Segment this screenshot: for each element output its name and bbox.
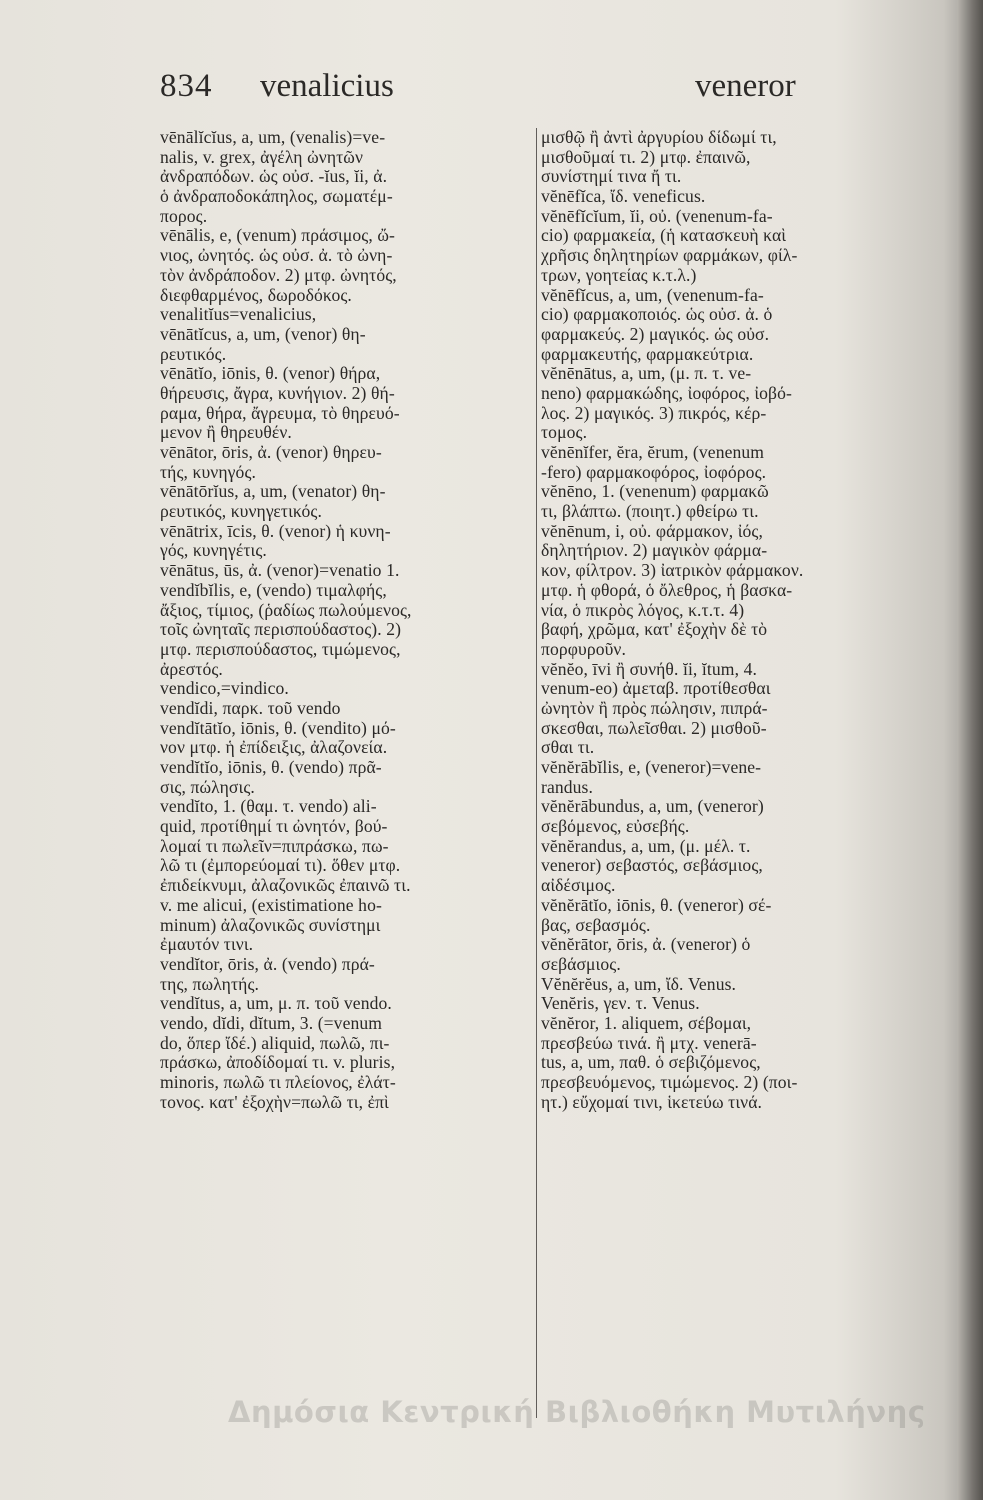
right-column [541, 128, 933, 1112]
text-line: vēnātrix, īcis, θ. (venor) ἡ κυνη- [160, 521, 391, 541]
text-line: νιος, ὠνητός. ὡς οὐσ. ἀ. τὸ ὠνη- [160, 246, 393, 266]
text-line: vendĭtĭo, iōnis, θ. (vendo) πρᾶ- [160, 758, 382, 777]
text-line: φαρμακεύς. 2) μαγικός. ὡς οὐσ. [541, 324, 770, 344]
text-line: vendĭto, 1. (θαμ. τ. vendo) ali- [160, 797, 377, 817]
text-line: ἀνδραπόδων. ὡς οὐσ. -ĭus, ĭi, ἀ. [160, 167, 388, 187]
text-line: vĕnēnum, i, οὐ. φάρμακον, ἰός, [541, 521, 764, 541]
text-line: αἰδέσιμος. [541, 876, 616, 896]
text-line: συνίστημί τινα ἤ τι. [541, 167, 682, 187]
text-line: veneror) σεβαστός, σεβάσμιος, [541, 856, 763, 876]
text-line: vĕnĕror, 1. aliquem, σέβομαι, [541, 1013, 752, 1033]
text-line: νον μτφ. ἡ ἐπίδειξις, ἀλαζονεία. [160, 738, 388, 758]
text-line: πρεσβεύω τινά. ἢ μτχ. venerā- [541, 1033, 757, 1053]
text-line: τὸν ἀνδράποδον. 2) μτφ. ὠνητός, [160, 265, 397, 285]
text-line: σεβόμενος, εὐσεβής. [541, 817, 690, 837]
text-line: do, ὅπερ ἴδέ.) aliquid, πωλῶ, πι- [160, 1033, 390, 1053]
text-line: ὁ ἀνδραποδοκάπηλος, σωματέμ- [160, 187, 393, 207]
text-line: λομαί τι πωλεῖν=πιπράσκω, πω- [160, 836, 389, 856]
text-line: τοῖς ὠνηταῖς περισπούδαστος). 2) [160, 620, 402, 640]
text-line: vēnālis, e, (venum) πράσιμος, ὤ- [160, 226, 395, 246]
text-line: Venĕris, γεν. τ. Venus. [541, 994, 700, 1014]
text-line: quid, προτίθημί τι ὠνητόν, βού- [160, 817, 388, 837]
text-line: vĕnēfĭcus, a, um, (venenum-fa- [541, 285, 764, 305]
text-line: δηλητήριον. 2) μαγικὸν φάρμα- [541, 541, 768, 561]
text-line: vĕnēnātus, a, um, (μ. π. τ. ve- [541, 364, 752, 384]
text-line: τρων, γοητείας κ.τ.λ.) [541, 265, 697, 285]
left-column [160, 128, 532, 1112]
text-line: vendo, dĭdi, dĭtum, 3. (=venum [160, 1013, 383, 1033]
text-line: vendĭtor, ōris, ἀ. (vendo) πρά- [160, 954, 375, 974]
text-line: ραμα, θήρα, ἄγρευμα, τὸ θηρευό- [160, 403, 400, 423]
text-line: v. me alicui, (existimatione ho- [160, 895, 382, 915]
text-line: vĕnĕrābĭlis, e, (veneror)=vene- [541, 758, 762, 777]
text-line: vendĭbĭlis, e, (vendo) τιμαλφής, [160, 580, 387, 600]
text-line: πρεσβευόμενος, τιμώμενος. 2) (ποι- [541, 1073, 798, 1092]
text-line: Vĕnĕrĕus, a, um, ἴδ. Venus. [541, 974, 737, 994]
text-line: vĕnĕrātor, ōris, ἀ. (veneror) ὁ [541, 935, 751, 955]
text-line: minum) ἀλαζονικῶς συνίστημι [160, 915, 381, 935]
text-line: vĕnĕrandus, a, um, (μ. μέλ. τ. [541, 836, 751, 856]
text-line: γός, κυνηγέτις. [160, 541, 267, 561]
text-line: λῶ τι (ἐμπορεύομαί τι). ὅθεν μτφ. [160, 856, 401, 876]
text-line: venalitĭus=venalicius, [160, 305, 317, 325]
text-line: venum-eo) ἀμεταβ. προτίθεσθαι [541, 679, 771, 699]
text-line: vēnātĭcus, a, um, (venor) θη- [160, 324, 366, 344]
text-line: -fero) φαρμακοφόρος, ἰοφόρος. [541, 462, 767, 482]
text-line: vĕnēfĭca, ἴδ. veneficus. [541, 187, 706, 207]
text-line: κον, φίλτρον. 3) ἰατρικὸν φάρμακον. [541, 561, 804, 581]
text-line: ἄξιος, τίμιος, (ῥαδίως πωλούμενος, [160, 600, 412, 620]
text-line: πορος. [160, 206, 208, 226]
text-line: της, πωλητής. [160, 974, 260, 994]
text-line: ἀρεστός. [160, 659, 223, 679]
text-line: nalis, v. grex, ἀγέλη ὠνητῶν [160, 147, 364, 167]
text-line: tus, a, um, παθ. ὁ σεβιζόμενος, [541, 1053, 761, 1073]
text-line: ἐμαυτόν τινι. [160, 935, 254, 955]
text-line: vĕnēfĭcĭum, ĭi, οὐ. (venenum-fa- [541, 206, 773, 226]
left-guide-word: venalicius [260, 68, 394, 104]
text-line: vēnātĭo, iōnis, θ. (venor) θήρα, [160, 364, 381, 384]
text-line: vĕnĕrābundus, a, um, (veneror) [541, 797, 764, 817]
text-line: πορφυροῦν. [541, 639, 626, 659]
text-line: vĕnēnĭfer, ĕra, ĕrum, (venenum [541, 443, 765, 462]
text-line: φαρμακευτής, φαρμακεύτρια. [541, 344, 754, 364]
text-line: βαφή, χρῶμα, κατ' ἐξοχὴν δὲ τὸ [541, 620, 768, 640]
text-line: σθαι τι. [541, 738, 595, 758]
text-line: σις, πώλησις. [160, 777, 255, 797]
text-line: vēnātōrĭus, a, um, (venator) θη- [160, 482, 386, 502]
page-header [160, 68, 800, 118]
text-line: vendĭtātĭo, iōnis, θ. (vendito) μό- [160, 718, 396, 738]
text-line: λος. 2) μαγικός. 3) πικρός, κέρ- [541, 403, 767, 423]
text-line: χρῆσις δηλητηρίων φαρμάκων, φίλ- [541, 246, 798, 266]
text-line: vĕnĕrātĭo, iōnis, θ. (veneror) σέ- [541, 895, 772, 915]
text-line: τονος. κατ' ἐξοχὴν=πωλῶ τι, ἐπὶ [160, 1092, 389, 1112]
text-line: τομος. [541, 423, 588, 443]
text-line: vendico,=vindico. [160, 679, 289, 699]
text-line: vēnātor, ōris, ἀ. (venor) θηρευ- [160, 443, 382, 462]
text-line: σεβάσμιος. [541, 954, 621, 974]
text-line: cio) φαρμακεία, (ἡ κατασκευὴ καὶ [541, 226, 787, 246]
text-line: randus. [541, 777, 594, 797]
text-line: vendĭdi, παρκ. τοῦ vendo [160, 698, 341, 718]
text-line: ρευτικός. [160, 344, 227, 364]
library-watermark: Δημόσια Κεντρική Βιβλιοθήκη Μυτιλήνης [228, 1395, 926, 1429]
text-line: τής, κυνηγός. [160, 462, 257, 482]
text-line: ἐπιδείκνυμι, ἀλαζονικῶς ἐπαινῶ τι. [160, 876, 411, 896]
text-line: vēnālĭcĭus, a, um, (venalis)=ve- [160, 128, 386, 147]
text-line: vendĭtus, a, um, μ. π. τοῦ vendo. [160, 994, 392, 1014]
text-line: μισθῷ ἢ ἀντὶ ἀργυρίου δίδωμί τι, [541, 128, 777, 147]
text-line: vēnātus, ūs, ἀ. (venor)=venatio 1. [160, 561, 400, 581]
text-line: νία, ὁ πικρὸς λόγος, κ.τ.τ. 4) [541, 600, 745, 620]
text-line: neno) φαρμακώδης, ἰοφόρος, ἰοβό- [541, 383, 792, 403]
text-line: σκεσθαι, πωλεῖσθαι. 2) μισθοῦ- [541, 718, 767, 738]
text-line: μενον ἢ θηρευθέν. [160, 423, 292, 443]
text-line: ητ.) εὔχομαί τινι, ἱκετεύω τινά. [541, 1092, 763, 1112]
text-line: μτφ. περισπούδαστος, τιμώμενος, [160, 639, 401, 659]
page-edge-shadow [957, 0, 983, 1500]
text-line: τι, βλάπτω. (ποιητ.) φθείρω τι. [541, 502, 759, 522]
right-guide-word: veneror [695, 68, 796, 104]
column-divider [536, 128, 537, 1418]
text-line: διεφθαρμένος, δωροδόκος. [160, 285, 352, 305]
text-line: μτφ. ἡ φθορά, ὁ ὄλεθρος, ἡ βασκα- [541, 580, 793, 600]
text-line: βας, σεβασμός. [541, 915, 651, 935]
text-line: vĕnĕo, īvi ἢ συνήθ. ĭi, ĭtum, 4. [541, 659, 757, 679]
text-line: ρευτικός, κυνηγετικός. [160, 502, 322, 522]
text-line: μισθοῦμαί τι. 2) μτφ. ἐπαινῶ, [541, 147, 751, 167]
page-number: 834 [160, 68, 213, 104]
text-line: vĕnēno, 1. (venenum) φαρμακῶ [541, 482, 769, 502]
text-line: cio) φαρμακοποιός. ὡς οὐσ. ἀ. ὁ [541, 305, 773, 325]
text-line: minoris, πωλῶ τι πλείονος, ἐλάτ- [160, 1073, 396, 1092]
text-line: θήρευσις, ἄγρα, κυνήγιον. 2) θή- [160, 383, 395, 403]
text-line: πράσκω, ἀποδίδομαί τι. v. pluris, [160, 1053, 396, 1073]
text-line: ὠνητὸν ἢ πρὸς πώλησιν, πιπρά- [541, 698, 768, 718]
